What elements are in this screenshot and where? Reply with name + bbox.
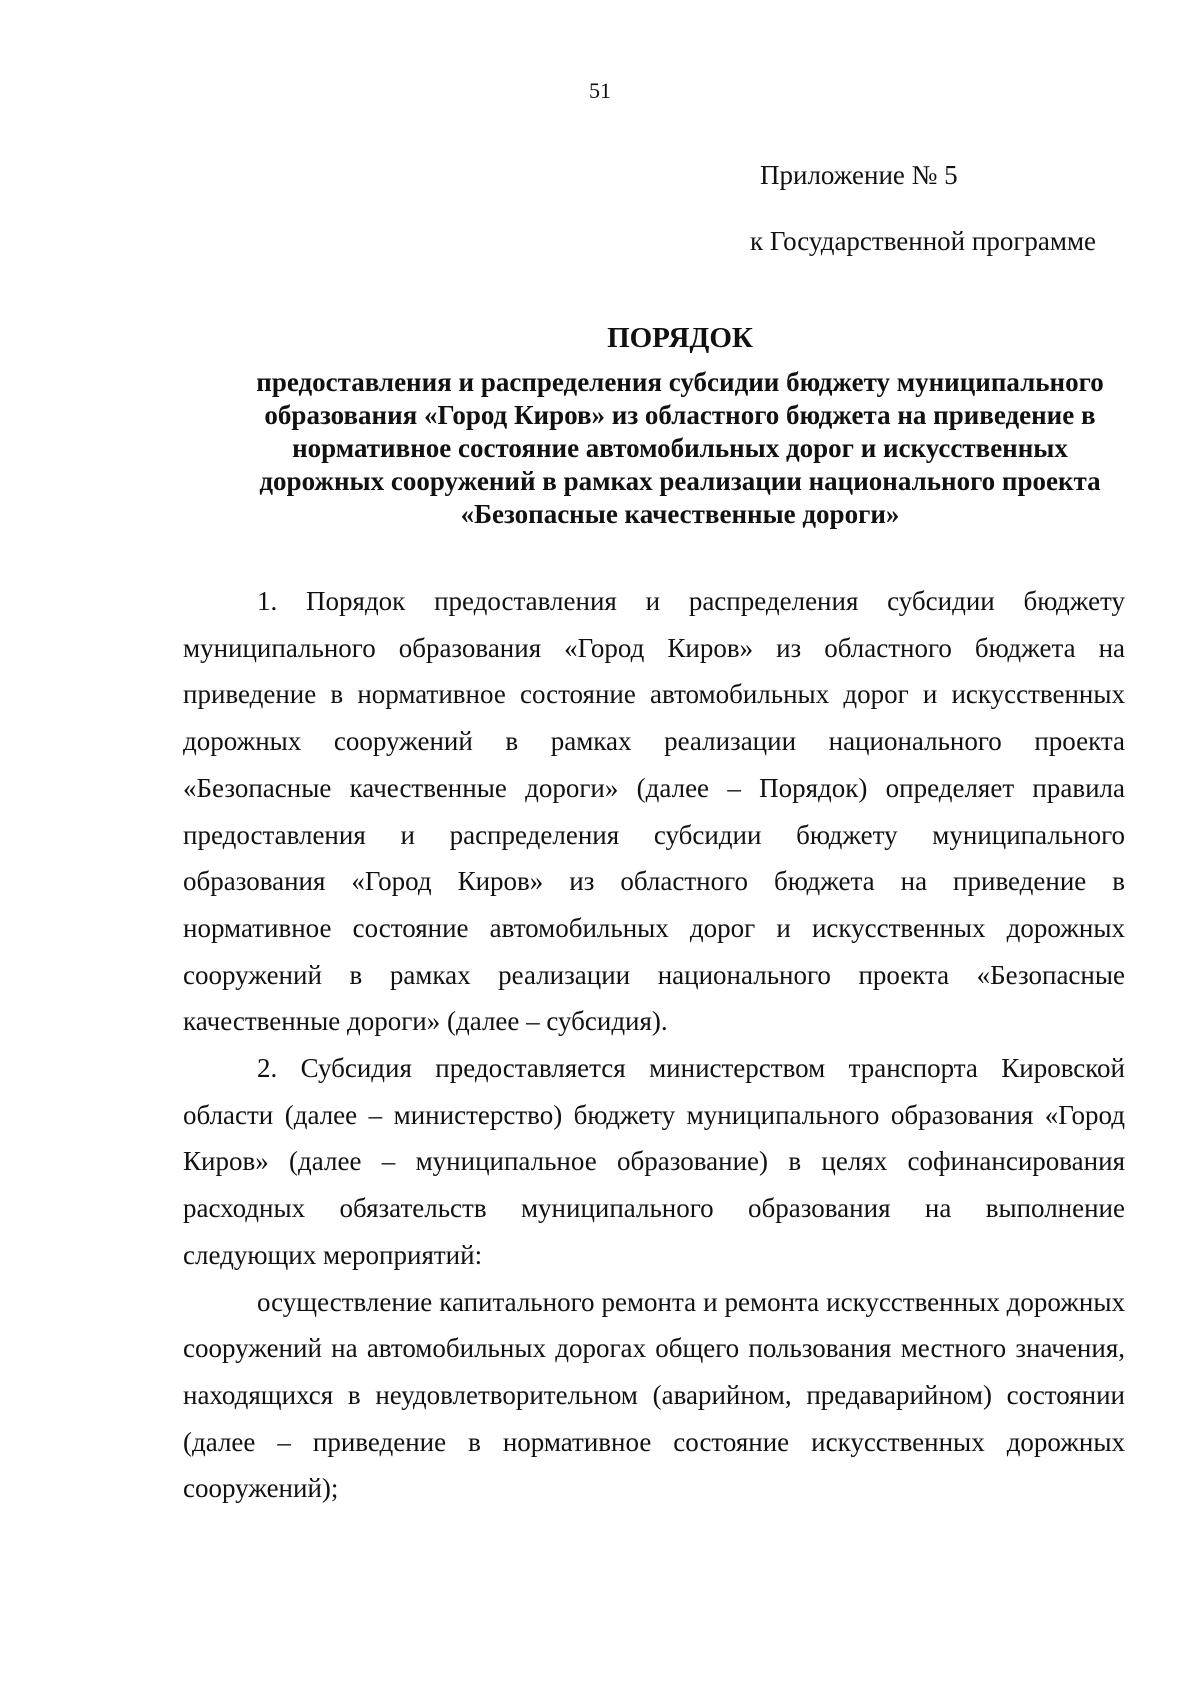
appendix-reference: к Государственной программе	[750, 226, 1097, 256]
appendix-title: Приложение № 5	[760, 160, 958, 190]
page-number: 51	[589, 78, 611, 103]
document-body	[183, 578, 1125, 1512]
paragraph-3: осуществление капитального ремонта и ремонта искусственных дорожных сооружений на автомобильных дорогах общего пользования местного значения, находящихся в неудовлетворительном (аварийном, предаварийном) состоянии (далее – приведение в нормативное состояние искусственных дорожных сооружений);	[183, 1286, 1125, 1504]
subtitle-line: «Безопасные качественные дороги»	[460, 499, 900, 529]
paragraph-2: 2. Субсидия предоставляется министерством транспорта Кировской области (далее – министерство) бюджету муниципального образования «Город Киров» (далее – муниципальное образование) в целях софинансирования расходных обязательств муниципального образования на выполнение следующих мероприятий:	[183, 1053, 1125, 1270]
document-heading: ПОРЯДОК	[607, 322, 753, 354]
subtitle-line: предоставления и распределения субсидии бюджету муниципального	[256, 367, 1104, 397]
subtitle-line: образования «Город Киров» из областного бюджета на приведение в	[264, 400, 1096, 430]
subtitle-line: дорожных сооружений в рамках реализации национального проекта	[259, 466, 1101, 496]
document-subtitle	[180, 366, 1180, 531]
subtitle-line: нормативное состояние автомобильных дорог и искусственных	[292, 433, 1068, 463]
paragraph-1: 1. Порядок предоставления и распределения субсидии бюджету муниципального образования «Город Киров» из областного бюджета на приведение в нормативное состояние автомобильных дорог и искусственных дорожных сооружений в рамках реализации национального проекта «Безопасные качественные дороги» (далее – Порядок) определяет правила предоставления и распределения субсидии бюджету муниципального образования «Город Киров» из областного бюджета на приведение в нормативное состояние автомобильных дорог и искусственных дорожных сооружений в рамках реализации национального проекта «Безопасные качественные дороги» (далее – субсидия).	[183, 586, 1125, 1037]
